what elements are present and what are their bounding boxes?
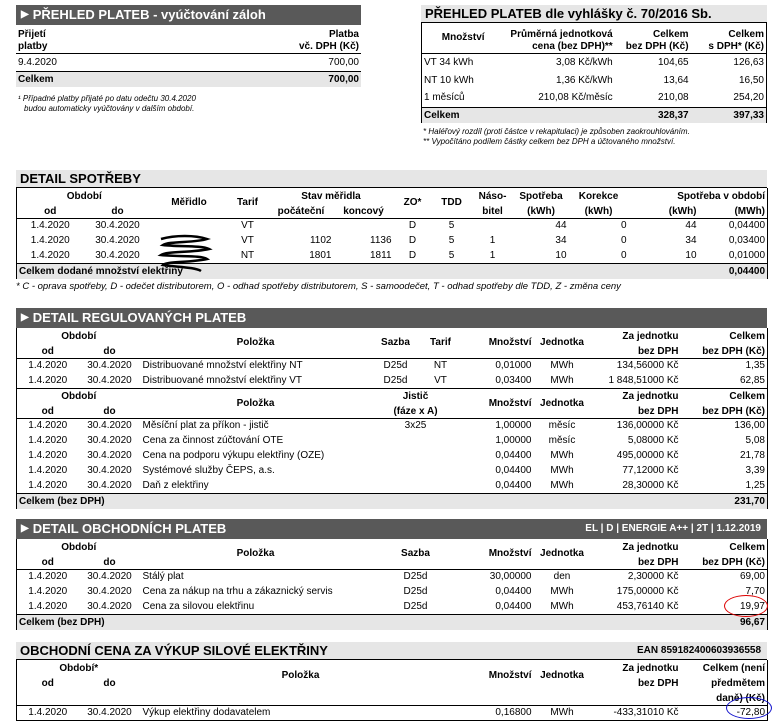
od: 1.4.2020 bbox=[28, 571, 68, 583]
od: 1.4.2020 bbox=[28, 435, 68, 446]
total: 5,08 bbox=[745, 435, 765, 446]
qty: 1 měsíců bbox=[424, 92, 465, 104]
triangle-icon: ▶ bbox=[21, 9, 29, 20]
col-header-tot: Celkem bbox=[729, 542, 765, 553]
corr: 0 bbox=[620, 249, 627, 261]
col-header-pu: bez DPH bbox=[637, 678, 679, 689]
col-header-period: Období bbox=[61, 542, 97, 553]
col-header-line1: Přijetí bbox=[18, 28, 46, 40]
col-header-period: Období bbox=[66, 191, 102, 202]
table-row bbox=[17, 218, 768, 233]
unit-price: 175,00000 Kč bbox=[616, 586, 679, 597]
footnote-line: budou automaticky vyúčtovány v dalším období. bbox=[24, 104, 195, 113]
total-value: 96,67 bbox=[739, 616, 765, 628]
section-header bbox=[16, 5, 361, 25]
kwh: 34 bbox=[685, 235, 697, 246]
unit: MWh bbox=[550, 374, 574, 386]
start: 1102 bbox=[309, 235, 332, 246]
do: 30.4.2020 bbox=[87, 479, 132, 491]
rate: D25d bbox=[383, 360, 408, 372]
tariff: VT bbox=[434, 374, 447, 386]
unit-price: -433,31010 Kč bbox=[613, 707, 679, 718]
kwh: 44 bbox=[685, 220, 697, 232]
tariff-product-info: EL | D | ENERGIE A++ | 2T | 1.12.2019 bbox=[585, 523, 761, 534]
start bbox=[269, 218, 334, 233]
footnote-line: ** Vypočítáno podílem částky celkem bez DPH a účtovaného množství. bbox=[423, 137, 676, 146]
table-row bbox=[17, 478, 768, 493]
section-title: DETAIL SPOTŘEBY bbox=[20, 171, 141, 186]
tdd: 5 bbox=[448, 220, 455, 232]
payments-overview-advances bbox=[16, 5, 361, 114]
col-header-inc bbox=[691, 23, 767, 53]
breaker: 3x25 bbox=[404, 420, 427, 432]
total: 1,25 bbox=[745, 479, 765, 491]
total-ex-vat: 210,08 bbox=[657, 92, 689, 104]
table-row bbox=[17, 373, 768, 388]
col-header-start: počáteční bbox=[277, 205, 325, 217]
col-header-tot: bez DPH (Kč) bbox=[702, 556, 765, 568]
total: 3,39 bbox=[745, 465, 765, 476]
regulated-payments-detail bbox=[16, 308, 767, 509]
table-row bbox=[17, 248, 768, 263]
qty: 0,04400 bbox=[495, 465, 532, 476]
mult bbox=[472, 218, 514, 233]
qty: 1,00000 bbox=[495, 435, 532, 446]
unit: měsíc bbox=[548, 420, 576, 432]
od: 1.4.2020 bbox=[28, 707, 68, 718]
tariff: NT bbox=[240, 249, 255, 261]
od: 1.4.2020 bbox=[28, 479, 68, 491]
unit: MWh bbox=[550, 586, 574, 597]
triangle-icon: ▶ bbox=[21, 523, 29, 534]
total-ex-vat: 13,64 bbox=[663, 74, 689, 86]
red-highlight-circle bbox=[724, 595, 768, 617]
breaker bbox=[371, 433, 461, 448]
od: 1.4.2020 bbox=[30, 235, 70, 246]
cons: 44 bbox=[555, 220, 567, 232]
unit-price: 5,08000 Kč bbox=[627, 435, 679, 446]
footnote-line: ¹ Případné platby přijaté po datu odečtu 30.4.2020 bbox=[18, 94, 196, 103]
total-label: Celkem (bez DPH) bbox=[19, 616, 105, 628]
col-header-item: Položka bbox=[281, 669, 320, 681]
total: 62,85 bbox=[739, 374, 765, 386]
item: Cena za silovou elektřinu bbox=[142, 600, 255, 612]
col-header-qty: Množství bbox=[488, 669, 532, 681]
total: 21,78 bbox=[739, 450, 765, 461]
col-header-unit: Jednotka bbox=[540, 337, 584, 349]
section-header bbox=[16, 308, 767, 328]
section-title: PŘEHLED PLATEB dle vyhlášky č. 70/2016 Sb. bbox=[425, 6, 712, 21]
end bbox=[334, 218, 394, 233]
col-header-line2: vč. DPH (Kč) bbox=[298, 40, 359, 52]
col-header-end: koncový bbox=[343, 205, 384, 217]
qty: 0,04400 bbox=[495, 600, 532, 612]
col-header bbox=[16, 25, 189, 53]
col-header-cons: Spotřeba bbox=[519, 191, 563, 202]
unit-price: 1 848,51000 Kč bbox=[608, 374, 679, 386]
col-header-qty: Množství bbox=[488, 548, 532, 560]
col-header-do: do bbox=[103, 405, 116, 417]
total: 7,70 bbox=[745, 586, 765, 597]
do: 30.4.2020 bbox=[95, 220, 140, 232]
qty: 0,04400 bbox=[495, 586, 532, 597]
unit-price: 495,00000 Kč bbox=[616, 450, 679, 461]
do: 30.4.2020 bbox=[87, 586, 132, 597]
item: Daň z elektřiny bbox=[142, 479, 209, 491]
table-row bbox=[17, 584, 768, 599]
breaker bbox=[371, 463, 461, 478]
total: 1,35 bbox=[745, 360, 765, 372]
col-header-pu: Za jednotku bbox=[622, 542, 679, 553]
section-header bbox=[421, 5, 767, 23]
col-header-pu: Za jednotku bbox=[622, 391, 679, 402]
table-row bbox=[17, 433, 768, 448]
mult: 1 bbox=[489, 249, 496, 261]
footnote bbox=[421, 127, 767, 147]
qty: 30,00000 bbox=[489, 571, 532, 583]
col-header-tot: Celkem bbox=[729, 391, 765, 402]
table-row bbox=[17, 599, 768, 614]
unit-price: 28,30000 Kč bbox=[622, 479, 679, 491]
total-ex-vat: 328,37 bbox=[657, 109, 689, 121]
qty: 0,03400 bbox=[495, 374, 532, 386]
ean-code: EAN 859182400603936558 bbox=[637, 645, 761, 656]
section-title: OBCHODNÍ CENA ZA VÝKUP SILOVÉ ELEKTŘINY bbox=[20, 643, 328, 658]
total-label: Celkem (bez DPH) bbox=[19, 495, 105, 507]
col-header-do: do bbox=[103, 556, 116, 568]
col-header-rate: Sazba bbox=[401, 548, 430, 560]
breaker bbox=[371, 478, 461, 493]
kwh: 10 bbox=[685, 249, 697, 261]
col-header-od: od bbox=[41, 678, 54, 689]
blue-highlight-circle bbox=[726, 697, 772, 719]
col-header-do: do bbox=[103, 678, 116, 689]
qty: 0,04400 bbox=[495, 450, 532, 461]
qty: NT 10 kWh bbox=[424, 74, 474, 86]
col-header-line2: bez DPH (Kč) bbox=[625, 40, 689, 52]
od: 1.4.2020 bbox=[28, 600, 68, 612]
zo: D bbox=[408, 220, 417, 232]
col-header-meter: Měřidlo bbox=[171, 197, 207, 209]
od: 1.4.2020 bbox=[28, 374, 68, 386]
avg-price: 210,08 Kč/měsíc bbox=[538, 92, 613, 104]
item: Výkup elektřiny dodavatelem bbox=[142, 707, 271, 718]
unit: měsíc bbox=[548, 435, 576, 446]
corr: 0 bbox=[620, 235, 627, 246]
col-header-corr: Korekce bbox=[578, 191, 619, 202]
cons: 34 bbox=[555, 235, 567, 246]
item: Stálý plat bbox=[142, 571, 184, 583]
col-header-pu: Za jednotku bbox=[622, 663, 679, 674]
item: Distribuované množství elektřiny VT bbox=[142, 374, 303, 386]
tdd: 5 bbox=[448, 235, 455, 246]
col-header-kwh: (kWh) bbox=[668, 205, 697, 217]
do: 30.4.2020 bbox=[87, 374, 132, 386]
col-header-price bbox=[504, 23, 614, 53]
unit: MWh bbox=[550, 707, 574, 718]
col-header-line1: Celkem bbox=[653, 28, 689, 40]
table-row bbox=[17, 418, 768, 433]
col-header-corr: (kWh) bbox=[584, 205, 613, 217]
payment-date: 9.4.2020 bbox=[18, 56, 57, 68]
unit: MWh bbox=[550, 479, 574, 491]
zo: D bbox=[408, 235, 417, 246]
col-header-do: do bbox=[103, 345, 116, 357]
col-header-tot: předmětem bbox=[711, 678, 766, 689]
corr: 0 bbox=[620, 220, 627, 232]
table-row bbox=[17, 448, 768, 463]
payments-overview-decree bbox=[421, 5, 767, 147]
od: 1.4.2020 bbox=[28, 465, 68, 476]
unit: MWh bbox=[550, 600, 574, 612]
col-header-pu: Za jednotku bbox=[622, 331, 679, 342]
avg-price: 3,08 Kč/kWh bbox=[555, 56, 613, 68]
col-header-item: Položka bbox=[236, 337, 275, 349]
unit-price: 2,30000 Kč bbox=[627, 571, 679, 583]
item: Cena za činnost zúčtování OTE bbox=[142, 435, 284, 446]
col-header-period: Období* bbox=[59, 663, 99, 674]
col-header-qty: Množství bbox=[488, 337, 532, 349]
mult: 1 bbox=[489, 235, 496, 246]
table-row bbox=[17, 233, 768, 248]
rate: D25d bbox=[383, 374, 408, 386]
total-label: Celkem dodané množství elektřiny bbox=[19, 265, 183, 277]
section-header bbox=[16, 642, 767, 660]
do: 30.4.2020 bbox=[95, 249, 140, 261]
unit: MWh bbox=[550, 450, 574, 461]
zo: D bbox=[408, 249, 417, 261]
do: 30.4.2020 bbox=[87, 450, 132, 461]
unit: MWh bbox=[550, 360, 574, 372]
mwh: 0,03400 bbox=[728, 235, 766, 246]
section-title: DETAIL REGULOVANÝCH PLATEB bbox=[32, 310, 247, 325]
tariff: VT bbox=[241, 220, 254, 232]
col-header-period: Období bbox=[61, 391, 97, 402]
do: 30.4.2020 bbox=[87, 420, 132, 432]
col-header-unit: Jednotka bbox=[540, 548, 584, 560]
col-header-tot: bez DPH (Kč) bbox=[702, 405, 765, 417]
qty: 0,16800 bbox=[495, 707, 532, 718]
do: 30.4.2020 bbox=[87, 435, 132, 446]
section-title: PŘEHLED PLATEB - vyúčtování záloh bbox=[32, 7, 266, 22]
od: 1.4.2020 bbox=[28, 586, 68, 597]
total-label: Celkem bbox=[424, 109, 460, 121]
total-inc-vat: 254,20 bbox=[733, 92, 764, 104]
total-value: 231,70 bbox=[734, 495, 765, 507]
total-ex-vat: 104,65 bbox=[657, 56, 689, 68]
tariff: NT bbox=[433, 360, 448, 372]
end: 1136 bbox=[370, 235, 392, 246]
unit: MWh bbox=[550, 465, 574, 476]
table-row bbox=[17, 705, 768, 720]
od: 1.4.2020 bbox=[30, 220, 70, 232]
rate: D25d bbox=[403, 571, 428, 583]
total-inc-vat: 126,63 bbox=[733, 56, 764, 68]
do: 30.4.2020 bbox=[87, 360, 132, 372]
total-value: 0,04400 bbox=[728, 265, 766, 277]
total: -72,80 bbox=[736, 707, 766, 718]
item: Cena na podporu výkupu elektřiny (OZE) bbox=[142, 450, 325, 461]
item: Měsíční plat za příkon - jistič bbox=[142, 420, 269, 432]
tdd: 5 bbox=[448, 249, 455, 261]
col-header-tot: Celkem (není bbox=[702, 663, 766, 674]
col-header-period: Období bbox=[61, 331, 97, 342]
col-header-zo: ZO* bbox=[403, 197, 422, 209]
legend: * C - oprava spotřeby, D - odečet distributorem, O - odhad spotřeby distributorem, S - samoodečet, T - odhad spotřeby dle TDD, Z - změna ceny bbox=[16, 281, 621, 292]
do: 30.4.2020 bbox=[95, 235, 140, 246]
col-header-mwh: (MWh) bbox=[734, 205, 766, 217]
section-header bbox=[16, 170, 767, 188]
total: 136,00 bbox=[734, 420, 765, 432]
do: 30.4.2020 bbox=[87, 707, 132, 718]
col-header-od: od bbox=[41, 345, 54, 357]
col-header-pu: bez DPH bbox=[637, 345, 679, 357]
col-header-period-cons: Spotřeba v období bbox=[677, 191, 766, 202]
col-header-item: Položka bbox=[236, 397, 275, 409]
qty: VT 34 kWh bbox=[424, 56, 474, 68]
col-header-tot: daně) (Kč) bbox=[716, 692, 766, 704]
col-header-meter-state: Stav měřidla bbox=[301, 191, 361, 202]
col-header-tdd: TDD bbox=[441, 197, 462, 209]
table-row bbox=[17, 358, 768, 373]
col-header-qty: Množství bbox=[441, 32, 485, 44]
total: 69,00 bbox=[739, 571, 765, 583]
qty: 1,00000 bbox=[495, 420, 532, 432]
col-header bbox=[189, 25, 362, 53]
payment-amount: 700,00 bbox=[328, 56, 359, 68]
unit-price: 136,00000 Kč bbox=[616, 420, 679, 432]
col-header-line1: Platba bbox=[328, 28, 359, 40]
start: 1801 bbox=[309, 249, 332, 261]
col-header-od: od bbox=[41, 556, 54, 568]
section-title: DETAIL OBCHODNÍCH PLATEB bbox=[32, 521, 227, 536]
col-header-line2: cena (bez DPH)** bbox=[532, 40, 613, 52]
qty: 0,04400 bbox=[495, 479, 532, 491]
col-header-do: do bbox=[111, 205, 124, 217]
unit-price: 77,12000 Kč bbox=[622, 465, 679, 476]
col-header-breaker: Jistič bbox=[402, 391, 429, 402]
commercial-payments-detail bbox=[16, 519, 767, 630]
qty: 0,01000 bbox=[495, 360, 532, 372]
total-value: 700,00 bbox=[328, 73, 359, 85]
od: 1.4.2020 bbox=[30, 249, 70, 261]
do: 30.4.2020 bbox=[87, 600, 132, 612]
col-header-pu: bez DPH bbox=[637, 405, 679, 417]
col-header-item: Položka bbox=[236, 548, 275, 560]
col-header-cons: (kWh) bbox=[527, 205, 555, 217]
unit: den bbox=[553, 571, 571, 583]
od: 1.4.2020 bbox=[28, 360, 68, 372]
cons: 10 bbox=[555, 249, 567, 261]
breaker bbox=[371, 448, 461, 463]
col-header-unit: Jednotka bbox=[540, 397, 584, 409]
col-header-pu: bez DPH bbox=[637, 556, 679, 568]
col-header-od: od bbox=[41, 405, 54, 417]
col-header-breaker: (fáze x A) bbox=[393, 405, 438, 417]
table-row bbox=[17, 569, 768, 584]
section-header bbox=[16, 519, 767, 539]
col-header-tariff: Tarif bbox=[237, 197, 258, 209]
col-header-ex bbox=[615, 23, 691, 53]
unit-price: 134,56000 Kč bbox=[616, 360, 679, 372]
total: 19,97 bbox=[739, 600, 765, 612]
col-header-unit: Jednotka bbox=[540, 669, 584, 681]
od: 1.4.2020 bbox=[28, 420, 68, 432]
mwh: 0,04400 bbox=[728, 220, 766, 232]
redaction-scribble bbox=[155, 233, 215, 277]
item: Systémové služby ČEPS, a.s. bbox=[142, 465, 275, 476]
consumption-detail bbox=[16, 170, 767, 292]
do: 30.4.2020 bbox=[87, 571, 132, 583]
footnote-line: * Haléřový rozdíl (proti částce v rekapitulaci) je způsoben zaokrouhlováním. bbox=[423, 127, 690, 136]
item: Cena za nákup na trhu a zákaznický servis bbox=[142, 586, 333, 597]
item: Distribuované množství elektřiny NT bbox=[142, 360, 303, 372]
col-header-line1: Průměrná jednotková bbox=[510, 28, 613, 40]
col-header-mult: Náso- bbox=[478, 191, 507, 202]
purchase-price-silver-electricity bbox=[16, 642, 767, 721]
col-header-line1: Celkem bbox=[728, 28, 764, 40]
col-header-qty: Množství bbox=[488, 397, 532, 409]
col-header-mult: bitel bbox=[482, 205, 503, 217]
triangle-icon: ▶ bbox=[21, 312, 29, 323]
table-row bbox=[17, 463, 768, 478]
col-header-line2: s DPH* (Kč) bbox=[708, 40, 764, 52]
avg-price: 1,36 Kč/kWh bbox=[555, 74, 613, 86]
col-header-rate: Sazba bbox=[381, 337, 410, 349]
rate: D25d bbox=[403, 586, 428, 597]
total-inc-vat: 16,50 bbox=[738, 74, 764, 86]
tariff: VT bbox=[241, 235, 254, 246]
mwh: 0,01000 bbox=[728, 249, 766, 261]
rate: D25d bbox=[403, 600, 428, 612]
unit-price: 453,76140 Kč bbox=[616, 600, 679, 612]
col-header-tariff: Tarif bbox=[430, 337, 451, 349]
od: 1.4.2020 bbox=[28, 450, 68, 461]
footnote bbox=[16, 94, 361, 114]
total-label: Celkem bbox=[18, 73, 54, 85]
end: 1811 bbox=[370, 249, 392, 261]
total-inc-vat: 397,33 bbox=[733, 109, 764, 121]
col-header-tot: bez DPH (Kč) bbox=[702, 345, 765, 357]
col-header-tot: Celkem bbox=[729, 331, 765, 342]
col-header-line2: platby bbox=[18, 40, 48, 52]
col-header-od: od bbox=[44, 205, 57, 217]
do: 30.4.2020 bbox=[87, 465, 132, 476]
